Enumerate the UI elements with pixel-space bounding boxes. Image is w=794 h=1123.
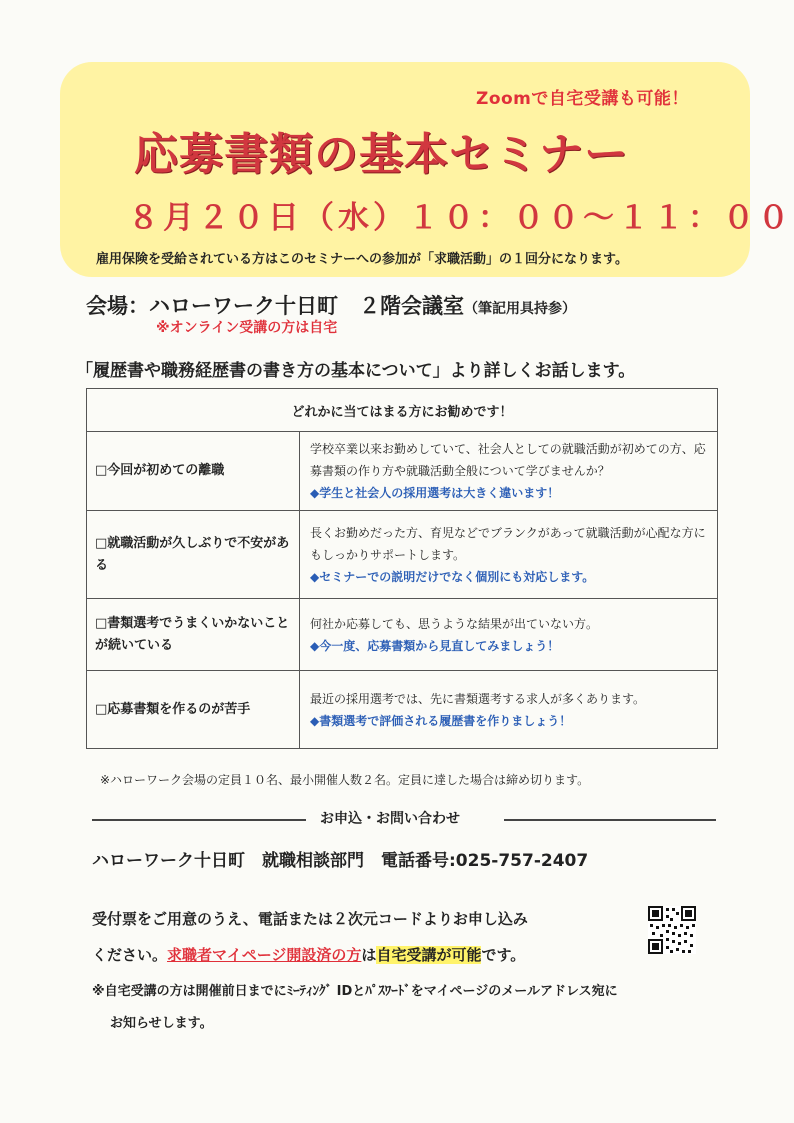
- venue: [86, 290, 576, 320]
- seminar-datetime: ８月２０日（水）１０：００～１１：００: [128, 200, 793, 236]
- page-title: 応募書類の基本セミナー: [134, 129, 629, 180]
- row-point: ◆書類選考で評価される履歴書を作りましょう！: [310, 713, 572, 728]
- row-condition: □就職活動が久しぶりで不安がある: [87, 511, 300, 599]
- apply-line-1: 受付票をご用意のうえ、電話または２次元コードよりお申し込み: [92, 910, 528, 928]
- table-row: [87, 671, 718, 749]
- apply-text-a: ください。: [92, 946, 168, 964]
- meeting-id-note-cont: お知らせします。: [110, 1016, 213, 1031]
- row-desc-text: 学校卒業以来お勤めしていて、社会人としての就職活動が初めての方、応募書類の作り方や就職活動全般について学びませんか？: [310, 442, 706, 478]
- row-point: ◆今一度、応募書類から見直してみましょう！: [310, 638, 560, 653]
- online-note: ※オンライン受講の方は自宅: [156, 320, 338, 336]
- row-condition: □書類選考でうまくいかないことが続いている: [87, 599, 300, 671]
- apply-line-2: [92, 944, 525, 965]
- home-attendance-highlight: 自宅受講が可能: [376, 946, 482, 964]
- row-desc-text: 長くお勤めだった方、育児などでブランクがあって就職活動が心配な方にもしっかりサポートします。: [310, 525, 706, 562]
- apply-text-b: は: [361, 946, 377, 964]
- row-desc-text: 何社か応募しても、思うような結果が出ていない方。: [310, 616, 599, 631]
- row-condition: □今回が初めての離職: [87, 432, 300, 511]
- meeting-id-note: ※自宅受講の方は開催前日までにﾐｰﾃｨﾝｸﾞ IDとﾊﾟｽﾜｰﾄﾞをマイページのメールアドレス宛に: [92, 984, 618, 999]
- row-point: ◆セミナーでの説明だけでなく個別にも対応します。: [310, 569, 595, 584]
- table-header: どれかに当てはまる方にお勧めです！: [87, 389, 718, 432]
- divider-right: [504, 819, 716, 821]
- row-description: [300, 599, 718, 671]
- venue-note: （筆記用具持参）: [464, 301, 576, 317]
- table-row: [87, 511, 718, 599]
- table-row: [87, 599, 718, 671]
- row-description: [300, 511, 718, 599]
- mypage-note: 求職者マイページ開設済の方: [167, 946, 362, 964]
- insurance-note: 雇用保険を受給されている方はこのセミナーへの参加が「求職活動」の１回分になります。: [96, 252, 628, 267]
- row-description: [300, 671, 718, 749]
- contact-heading: [92, 808, 716, 830]
- zoom-note: Zoomで自宅受講も可能！: [476, 89, 689, 109]
- intro-text: 「履歴書や職務経歴書の書き方の基本について」より詳しくお話します。: [76, 361, 636, 381]
- venue-main: 会場：ハローワーク十日町 ２階会議室: [86, 294, 464, 318]
- office-contact: ハローワーク十日町 就職相談部門 電話番号:025-757-2407: [92, 851, 589, 871]
- target-table: [86, 388, 718, 749]
- apply-text-c: です。: [481, 946, 526, 964]
- qr-code-icon[interactable]: [648, 906, 696, 954]
- capacity-note: ※ハローワーク会場の定員１０名、最小開催人数２名。定員に達した場合は締め切ります。: [100, 773, 590, 787]
- divider-left: [92, 819, 306, 821]
- row-description: [300, 432, 718, 511]
- row-point: ◆学生と社会人の採用選考は大きく違います！: [310, 486, 560, 500]
- table-row: [87, 432, 718, 511]
- row-desc-text: 最近の採用選考では、先に書類選考する求人が多くあります。: [310, 691, 646, 706]
- contact-heading-label: お申込・お問い合わせ: [314, 808, 466, 828]
- row-condition: □応募書類を作るのが苦手: [87, 671, 300, 749]
